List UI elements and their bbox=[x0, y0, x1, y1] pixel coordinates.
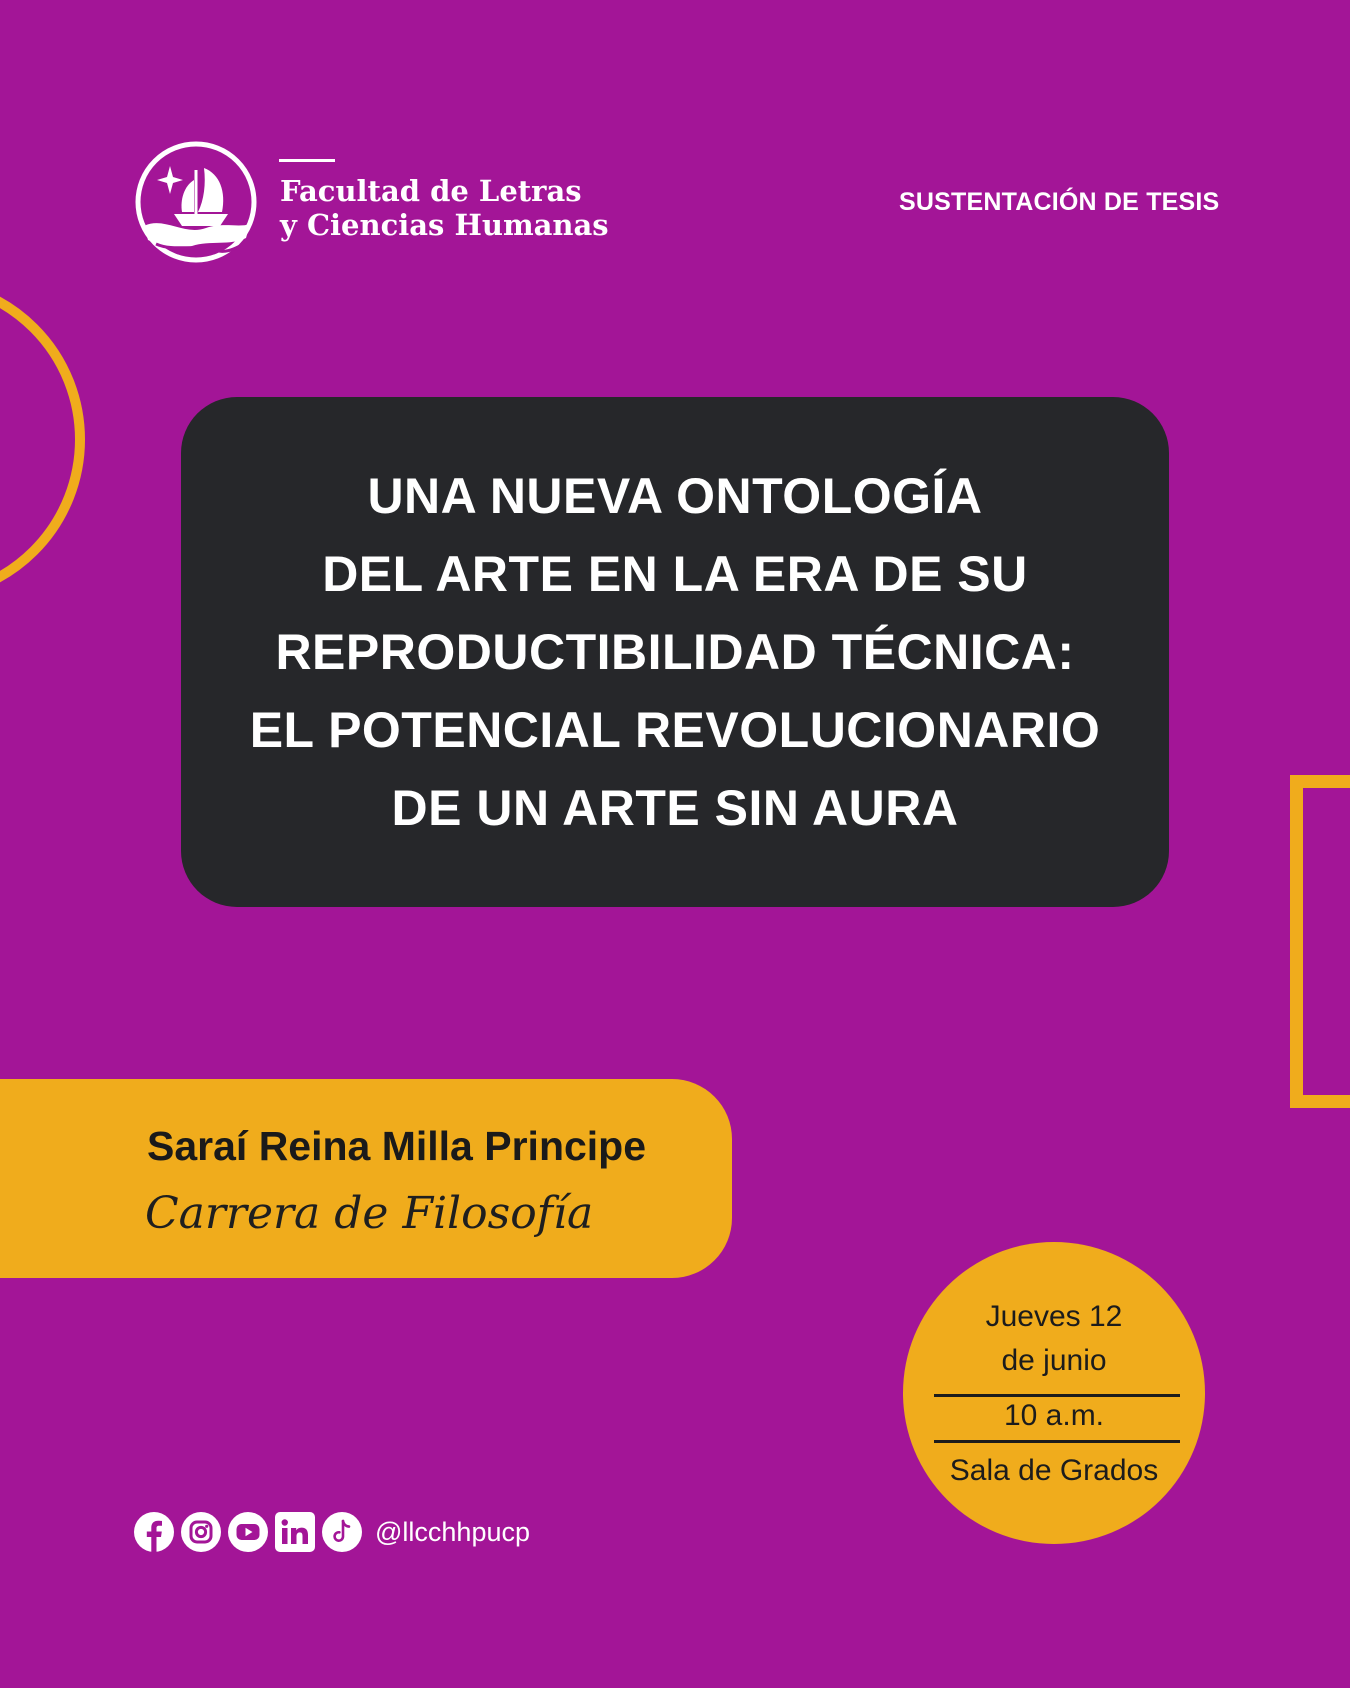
thesis-title bbox=[250, 457, 1101, 847]
title-line: DE UN ARTE SIN AURA bbox=[391, 780, 959, 836]
logo-dash bbox=[279, 159, 335, 162]
social-handle[interactable]: @llcchhpucp bbox=[375, 1517, 530, 1547]
date-divider bbox=[934, 1394, 1180, 1397]
title-line: DEL ARTE EN LA ERA DE SU bbox=[322, 546, 1028, 602]
tiktok-icon[interactable] bbox=[322, 1512, 362, 1552]
decorative-bracket bbox=[1290, 775, 1350, 1108]
event-date-month: de junio bbox=[1001, 1344, 1107, 1377]
event-place: Sala de Grados bbox=[949, 1454, 1159, 1487]
faculty-logo bbox=[134, 140, 258, 264]
youtube-icon[interactable] bbox=[228, 1512, 268, 1552]
date-divider bbox=[934, 1440, 1180, 1443]
author-name: Saraí Reina Milla Principe bbox=[147, 1123, 647, 1169]
linkedin-icon[interactable] bbox=[275, 1512, 315, 1552]
title-line: REPRODUCTIBILIDAD TÉCNICA: bbox=[275, 624, 1075, 680]
facebook-icon[interactable] bbox=[134, 1512, 174, 1552]
date-circle bbox=[903, 1242, 1205, 1544]
faculty-name-line2: y Ciencias Humanas bbox=[280, 208, 609, 242]
event-time: 10 a.m. bbox=[1003, 1399, 1105, 1432]
decorative-arc bbox=[0, 277, 85, 602]
title-box bbox=[181, 397, 1169, 907]
author-band bbox=[0, 1079, 732, 1278]
event-type-label: SUSTENTACIÓN DE TESIS bbox=[899, 188, 1220, 216]
faculty-name-line1: Facultad de Letras bbox=[280, 174, 582, 208]
event-date-day: Jueves 12 bbox=[985, 1300, 1123, 1333]
instagram-icon[interactable] bbox=[181, 1512, 221, 1552]
title-line: UNA NUEVA ONTOLOGÍA bbox=[367, 468, 983, 524]
title-line: EL POTENCIAL REVOLUCIONARIO bbox=[249, 702, 1101, 758]
author-program: Carrera de Filosofía bbox=[145, 1188, 594, 1239]
